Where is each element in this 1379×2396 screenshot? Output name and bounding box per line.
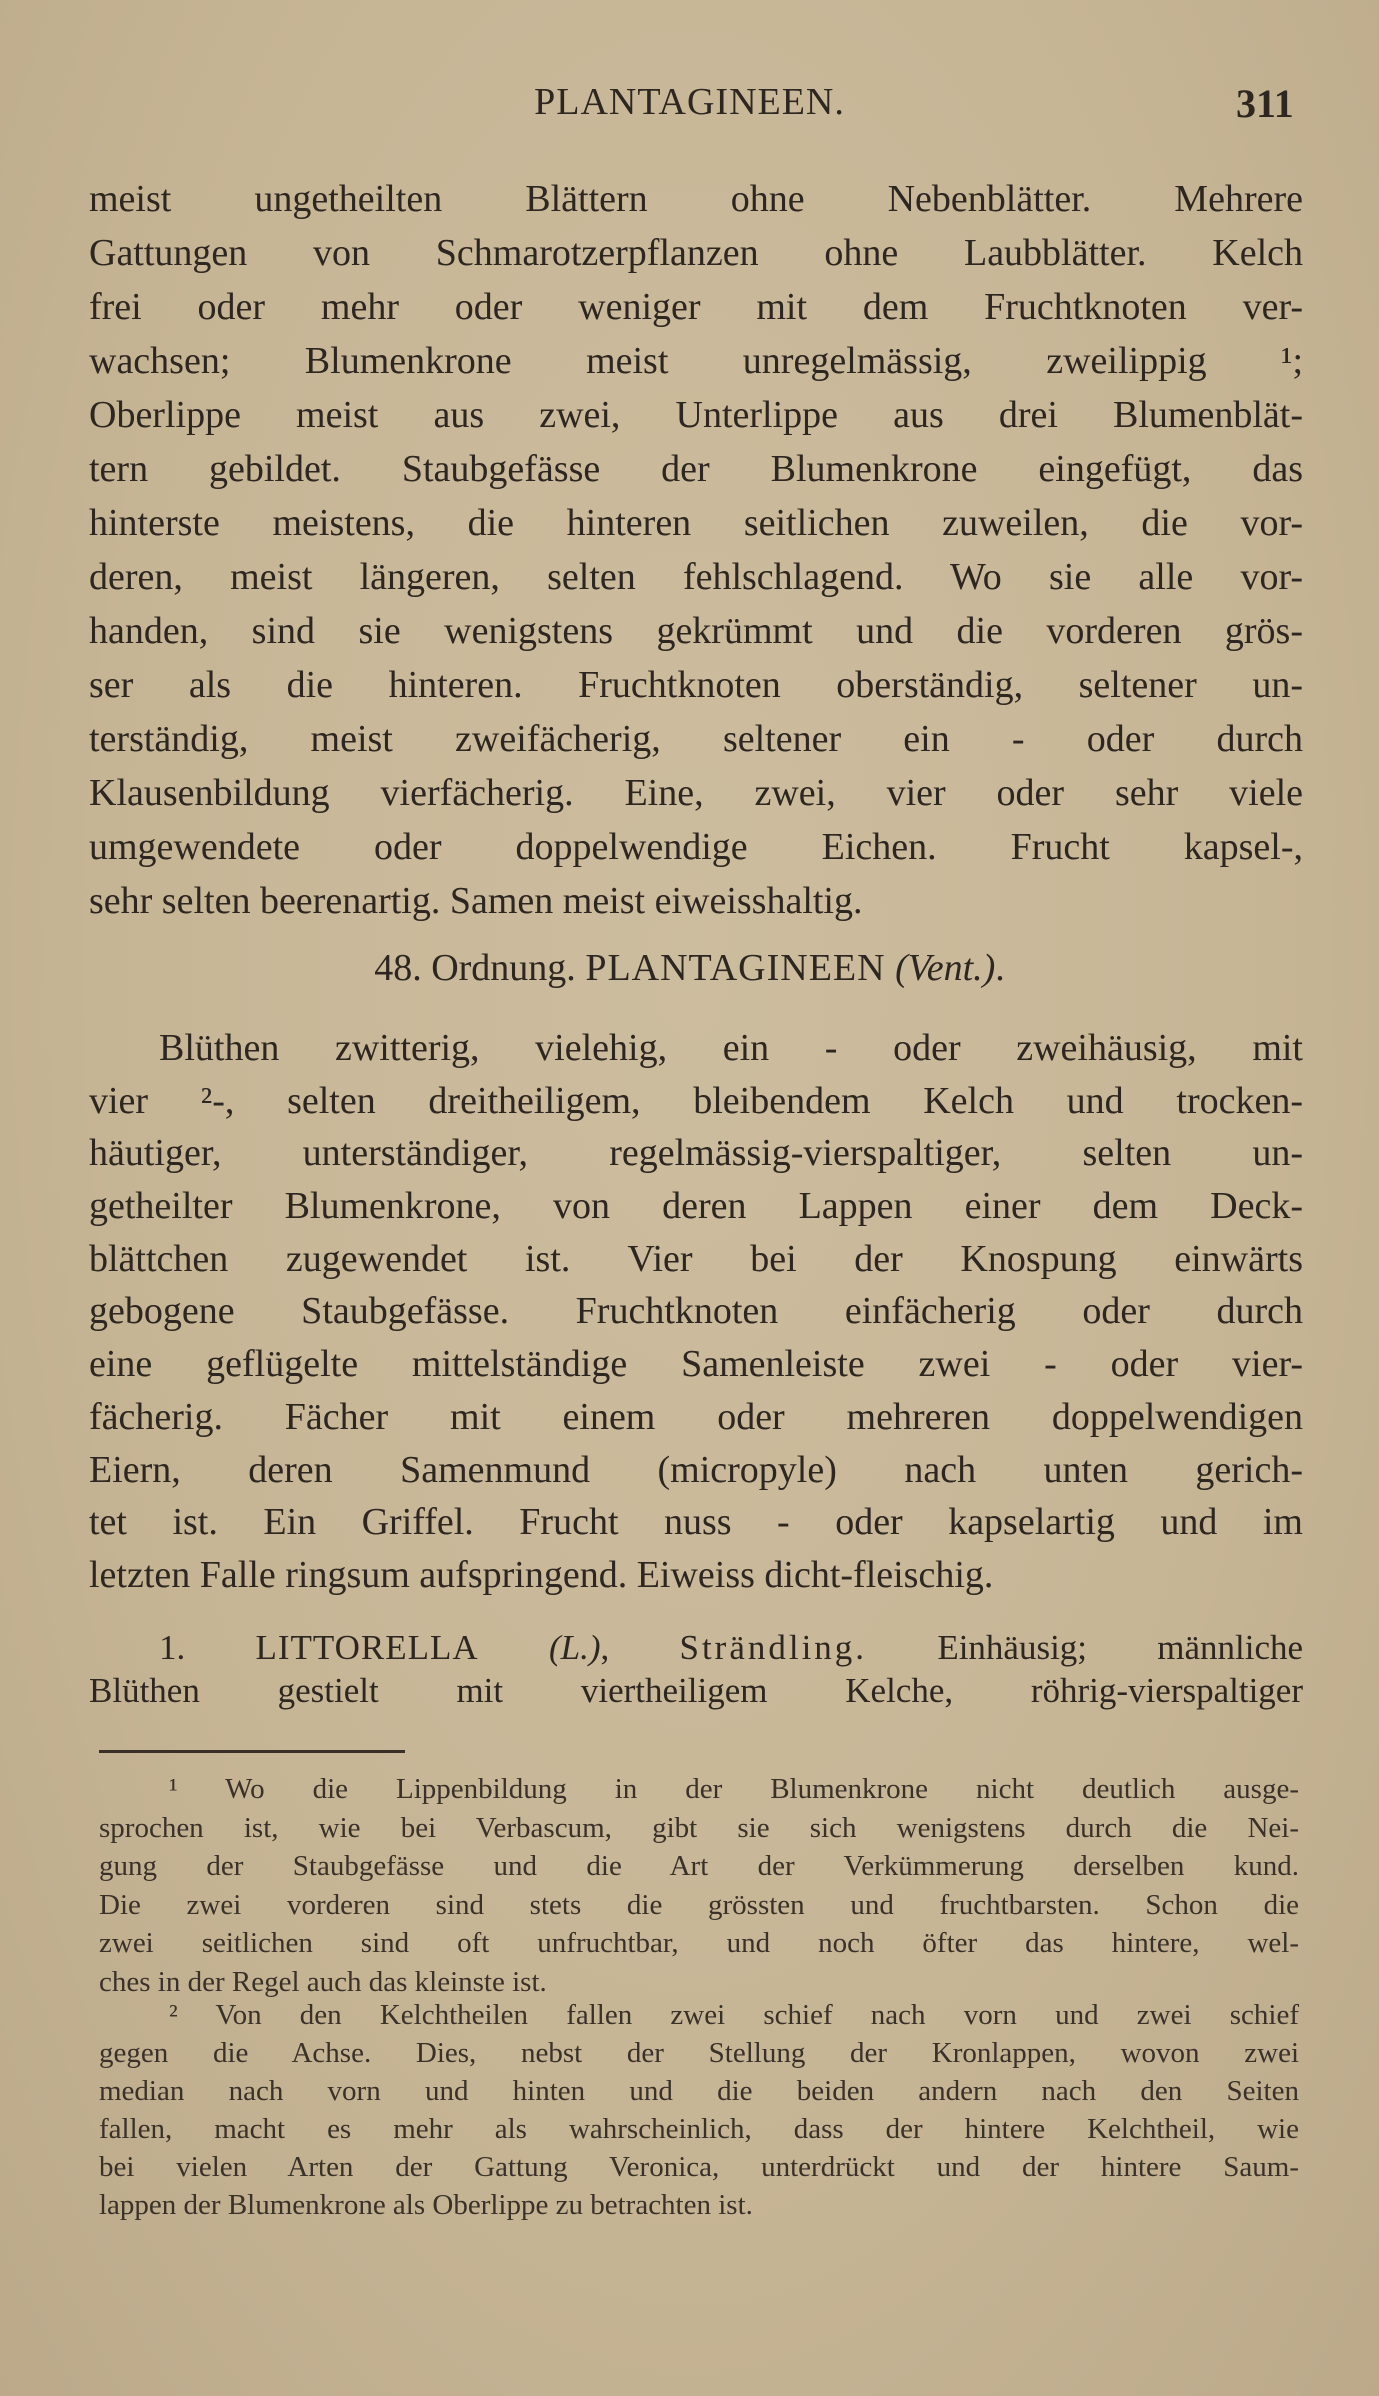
footnote-2 xyxy=(99,1996,1299,2224)
page-number: 311 xyxy=(1236,81,1294,126)
text-line: zwei seitlichen sind oft unfruchtbar, und noch öfter das hintere, wel- xyxy=(99,1927,1299,1959)
text-line: blättchen zugewendet ist. Vier bei der Knospung einwärts xyxy=(89,1237,1303,1280)
text-line: tet ist. Ein Griffel. Frucht nuss - oder kapselartig und im xyxy=(89,1501,1303,1544)
text-line: ¹ Wo die Lippenbildung in der Blumenkrone nicht deutlich ausge- xyxy=(169,1773,1299,1805)
text-line: getheilter Blumenkrone, von deren Lappen einer dem Deck- xyxy=(89,1185,1303,1228)
text-line: Eiern, deren Samenmund (micropyle) nach unten gerich- xyxy=(89,1448,1303,1491)
text-line: handen, sind sie wenigstens gekrümmt und die vorderen grös- xyxy=(89,610,1303,652)
genus-line-1 xyxy=(89,1626,1303,1669)
text-line: fallen, macht es mehr als wahrscheinlich, dass der hintere Kelchtheil, wie xyxy=(99,2113,1299,2145)
footnote-1 xyxy=(99,1770,1299,2001)
footnote-divider xyxy=(99,1750,405,1753)
text-line: gegen die Achse. Dies, nebst der Stellung der Kronlappen, wovon zwei xyxy=(99,2037,1299,2069)
text-line: sehr selten beerenartig. Samen meist eiweisshaltig. xyxy=(89,880,863,922)
order-number: 48. Ordnung. xyxy=(374,947,576,989)
text-line: sprochen ist, wie bei Verbascum, gibt sie sich wenigstens durch die Nei- xyxy=(99,1811,1299,1844)
text-line: meist ungetheilten Blättern ohne Nebenblätter. Mehrere xyxy=(89,178,1303,220)
text-line: wachsen; Blumenkrone meist unregelmässig, zweilippig ¹; xyxy=(89,340,1303,382)
section-heading xyxy=(0,946,1379,990)
genus-separator: , xyxy=(600,1628,610,1667)
text-line: lappen der Blumenkrone als Oberlippe zu betrachten ist. xyxy=(99,2189,753,2221)
running-title: PLANTAGINEEN. xyxy=(534,81,845,123)
text-line: ² Von den Kelchtheilen fallen zwei schief nach vorn und zwei schief xyxy=(169,1999,1299,2031)
text-line: frei oder mehr oder weniger mit dem Fruchtknoten ver- xyxy=(89,286,1303,328)
genus-entry xyxy=(89,1626,1303,1712)
text-line: bei vielen Arten der Gattung Veronica, unterdrückt und der hintere Saum- xyxy=(99,2151,1299,2183)
genus-text: Einhäusig; männliche xyxy=(937,1628,1304,1667)
text-line: gung der Staubgefässe und die Art der Verkümmerung derselben kund. xyxy=(99,1850,1299,1882)
text-line: eine geflügelte mittelständige Samenleiste zwei - oder vier- xyxy=(89,1343,1303,1386)
text-line: letzten Falle ringsum aufspringend. Eiweiss dicht-fleischig. xyxy=(89,1553,994,1596)
text-line: terständig, meist zweifächerig, seltener ein - oder durch xyxy=(89,718,1303,760)
genus-line-2: Blüthen gestielt mit viertheiligem Kelche, röhrig-vierspaltiger xyxy=(89,1671,1303,1710)
text-line: Klausenbildung vierfächerig. Eine, zwei, vier oder sehr viele xyxy=(89,772,1303,814)
order-name: PLANTAGINEEN xyxy=(585,947,886,989)
text-line: fächerig. Fächer mit einem oder mehreren doppelwendigen xyxy=(89,1395,1303,1438)
text-line: gebogene Staubgefässe. Fruchtknoten einfächerig oder durch xyxy=(89,1290,1303,1333)
running-head xyxy=(0,80,1379,130)
text-line: vier ²-, selten dreitheiligem, bleibendem Kelch und trocken- xyxy=(89,1079,1303,1122)
genus-name: LITTORELLA xyxy=(255,1628,479,1667)
heading-period: . xyxy=(995,947,1005,989)
text-line: Oberlippe meist aus zwei, Unterlippe aus drei Blumenblät- xyxy=(89,394,1303,436)
text-line: ser als die hinteren. Fruchtknoten oberständig, seltener un- xyxy=(89,664,1303,706)
text-line: median nach vorn und hinten und die beiden andern nach den Seiten xyxy=(99,2075,1299,2107)
text-line: häutiger, unterständiger, regelmässig-vierspaltiger, selten un- xyxy=(89,1132,1303,1175)
genus-author: (L.) xyxy=(548,1628,601,1667)
order-author: (Vent.) xyxy=(895,947,996,989)
text-line: ches in der Regel auch das kleinste ist. xyxy=(99,1965,547,1998)
genus-number: 1. xyxy=(159,1628,186,1667)
paragraph-2 xyxy=(89,1022,1303,1602)
paragraph-1 xyxy=(89,172,1303,928)
text-line: Blüthen zwitterig, vielehig, ein - oder zweihäusig, mit xyxy=(159,1027,1303,1069)
genus-common-name: Strändling. xyxy=(679,1628,868,1667)
text-line: deren, meist längeren, selten fehlschlagend. Wo sie alle vor- xyxy=(89,556,1303,598)
text-line: umgewendete oder doppelwendige Eichen. Frucht kapsel-, xyxy=(89,826,1303,868)
text-line: tern gebildet. Staubgefässe der Blumenkrone eingefügt, das xyxy=(89,448,1303,490)
text-line: Gattungen von Schmarotzerpflanzen ohne Laubblätter. Kelch xyxy=(89,232,1303,274)
text-line: hinterste meistens, die hinteren seitlichen zuweilen, die vor- xyxy=(89,502,1303,544)
text-line: Die zwei vorderen sind stets die grössten und fruchtbarsten. Schon die xyxy=(99,1888,1299,1921)
